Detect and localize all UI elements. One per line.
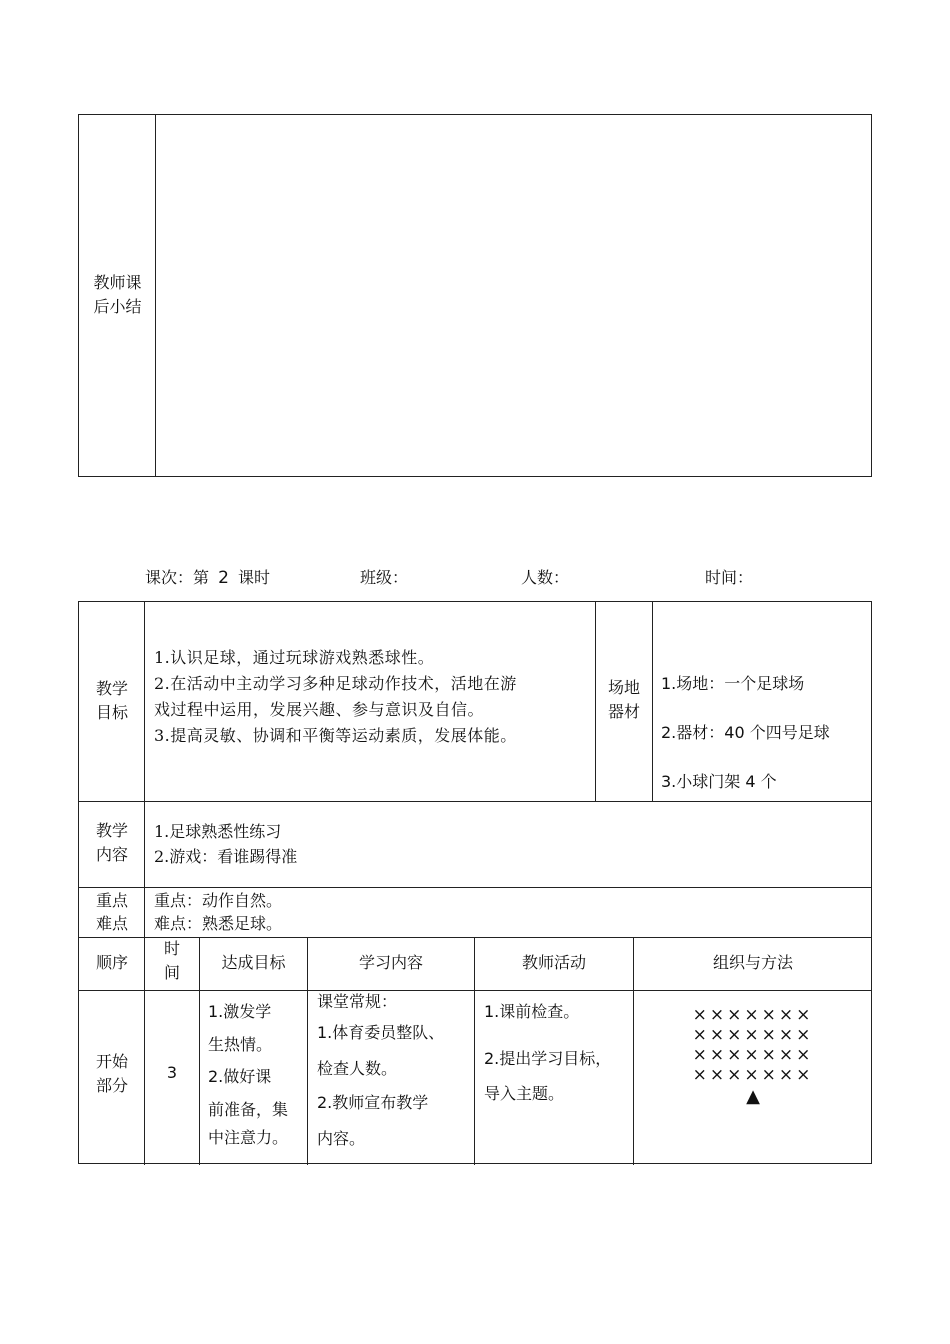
col-header-time: 时 间 bbox=[163, 939, 180, 982]
col-header-order: 顺序 bbox=[95, 953, 128, 972]
student-formation-row: ××××××× bbox=[692, 1005, 814, 1025]
start-section-minutes: 3 bbox=[166, 1063, 178, 1082]
content-item: 1.足球熟悉性练习 bbox=[154, 822, 282, 841]
col-header-learn: 学习内容 bbox=[358, 953, 423, 972]
student-count-field: 人数： bbox=[521, 568, 570, 587]
start-section-label: 开始 部分 bbox=[95, 1052, 128, 1095]
start-section-learn: 课堂常规： 1.体育委员整队、 检查人数。 2.教师宣布教学 内容。 bbox=[317, 992, 445, 1148]
goals-label: 教学 目标 bbox=[95, 679, 128, 722]
teacher-marker-icon: ▲ bbox=[746, 1086, 760, 1107]
col-header-goal: 达成目标 bbox=[221, 953, 286, 972]
student-formation-row: ××××××× bbox=[692, 1025, 814, 1045]
venue-list bbox=[661, 659, 830, 806]
start-section-goals: 1.激发学 生热情。 2.做好课 前准备，集 中注意力。 bbox=[208, 1002, 289, 1147]
row-border bbox=[79, 990, 871, 991]
key-points-label: 重点 难点 bbox=[95, 891, 128, 933]
start-section-teacher: 1.课前检查。 2.提出学习目标， 导入主题。 bbox=[484, 1002, 612, 1103]
key-points-text bbox=[154, 889, 282, 935]
goal-item: 1.认识足球，通过玩球游戏熟悉球性。 bbox=[154, 648, 435, 667]
difficulty-point: 难点：熟悉足球。 bbox=[154, 914, 283, 933]
summary-label: 教师课 后小结 bbox=[93, 273, 142, 316]
goal-item: 3.提高灵敏、协调和平衡等运动素质，发展体能。 bbox=[154, 726, 517, 745]
student-formation-row: ××××××× bbox=[692, 1045, 814, 1065]
lesson-number-field: 课次：第 2 课时 bbox=[145, 568, 271, 588]
venue-label: 场地 器材 bbox=[607, 678, 640, 721]
formation-diagram bbox=[633, 1005, 873, 1109]
col-header-teacher: 教师活动 bbox=[521, 953, 586, 972]
goal-item: 戏过程中运用，发展兴趣、参与意识及自信。 bbox=[154, 700, 485, 719]
venue-item: 2.器材：40 个四号足球 bbox=[661, 723, 830, 742]
venue-item: 3.小球门架 4 个 bbox=[661, 772, 777, 791]
row-border bbox=[79, 887, 871, 888]
class-field: 班级： bbox=[360, 568, 409, 587]
content-item: 2.游戏：看谁踢得准 bbox=[154, 847, 298, 866]
goal-item: 2.在活动中主动学习多种足球动作技术，活地在游 bbox=[154, 674, 517, 693]
content-list bbox=[154, 819, 297, 869]
time-field: 时间： bbox=[705, 568, 754, 587]
student-formation-row: ××××××× bbox=[692, 1065, 814, 1085]
key-point: 重点：动作自然。 bbox=[154, 891, 283, 910]
lesson-summary-table bbox=[78, 114, 872, 477]
venue-item: 1.场地：一个足球场 bbox=[661, 674, 805, 693]
goals-list bbox=[154, 645, 517, 749]
content-label: 教学 内容 bbox=[95, 821, 128, 864]
lesson-plan-table bbox=[78, 601, 872, 1164]
col-border bbox=[144, 602, 145, 938]
col-header-org: 组织与方法 bbox=[712, 953, 793, 972]
